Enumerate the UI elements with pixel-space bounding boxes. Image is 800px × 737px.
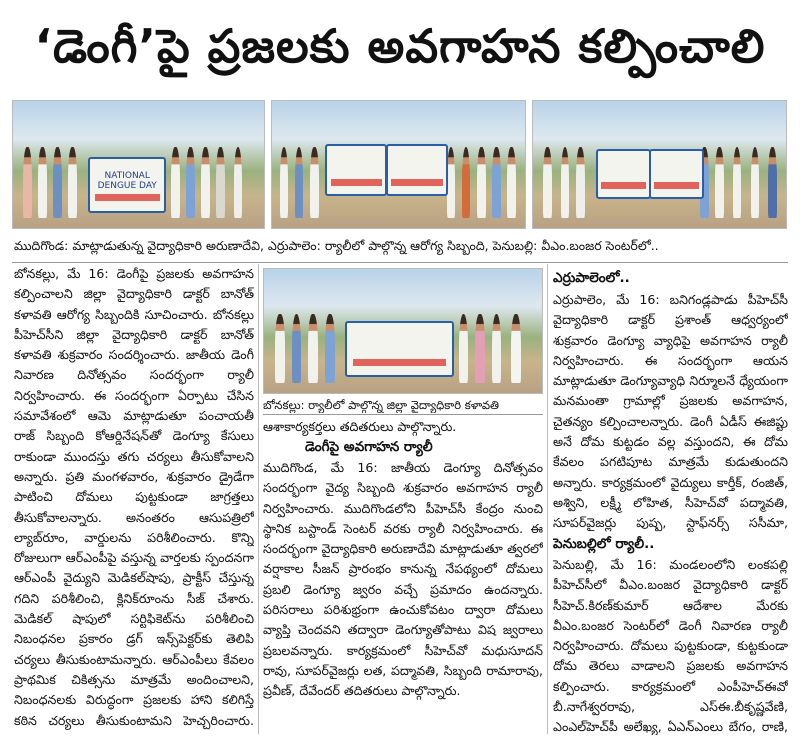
- right-column-penuballi: [553, 555, 788, 735]
- divider: [263, 414, 543, 415]
- right-subhead-penuballi: పెనుబల్లిలో ర్యాలీ..: [553, 536, 655, 552]
- photo-caption: ముదిగొండ: మాట్లాడుతున్న వైద్యాధికారి అరుణాదేవి, ఎర్రుపాలెం: ర్యాలీలో పాల్గొన్న ఆరోగ్య సిబ్బంది, పెనుబల్లి: వీఎం.బంజర సెంటర్‌లో..: [14, 238, 659, 253]
- right-column-errupalem: [553, 290, 788, 532]
- article-errupalem: ఎర్రుపాలెం, మే 16: బనిగండ్లపాడు పీహెచ్‌సీ వైద్యాధికారి డాక్టర్ ప్రశాంత్ ఆధ్వర్యంలో శుక్రవారం డెంగ్యూ వ్యాధిపై అవగాహన ర్యాలీ నిర్వహించారు. ఈ సందర్భంగా ఆయన మాట్లాడుతూ డెంగ్యూవ్యాధి నిర్మూలనే ధ్యేయంగా మనమంతా గ్రామాల్లో ప్రజలకు అవగాహన, చైతన్యం కల్పించాలన్నారు. డెంగీ ఏడీస్ ఈజిప్టు అనే దోమ కుట్టడం వల్ల వస్తుందని, ఈ దోమ కేవలం పగటిపూట మాత్రమే కుడుతుందని అన్నారు. కార్యక్రమంలో వైద్యులు కార్తీక్, రంజిత్, అశ్విని, లక్ష్మీ లోహిత, సీహెచ్‌వో పద్మావతి, సూపర్‌వైజర్లు పుష్ప, స్టాఫ్‌నర్స్ ససీమా,: [553, 292, 788, 531]
- photo-mudigonda: [12, 100, 265, 229]
- divider: [12, 262, 788, 263]
- middle-column-lead: ఆశాకార్యకర్తలు తదితరులు పాల్గొన్నారు.: [263, 419, 457, 434]
- photo-banner: [386, 144, 448, 196]
- middle-subhead: డెంగీపై అవగాహన ర్యాలీ: [305, 439, 433, 455]
- photo-bonakallu: [263, 268, 543, 394]
- photo-banner: [649, 149, 704, 199]
- middle-column: [263, 458, 543, 734]
- article-bonakallu: బోనకల్లు, మే 16: డెంగీపై ప్రజలకు అవగాహన కల్పించాలని జిల్లా వైద్యాధికారి డాక్టర్ బానోత్ కళావతి ఆరోగ్య సిబ్బందికి సూచించారు. బోనకల్లు పీహెచ్‌సీని జిల్లా వైద్యాధికారి డాక్టర్ బానోత్ కళావతి శుక్రవారం సందర్శించారు. జాతీయ డెంగీ నివారణ దినోత్సవం సందర్భంగా ర్యాలీ నిర్వహించారు. ఈ సందర్భంగా ఏర్పాటు చేసిన సమావేశంలో ఆమె మాట్లాడుతూ పంచాయతీ రాజ్ సిబ్బంది కోఆర్డినేషన్‌తో డెంగ్యూ కేసులు రాకుండా ముందస్తు తగు చర్యలు తీసుకోవాలని అన్నారు. ప్రతి మంగళవారం, శుక్రవారం డ్రైడేగా పాటించి దోమలు పుట్టకుండా జాగ్రత్తలు తీసుకోవాలన్నారు. అనంతరం ఆసుపత్రిలో ల్యాబ్‌రూం, వార్డులను పరిశీలించారు. కొన్ని రోజులుగా ఆర్ఎంపీపై వస్తున్న వార్తలకు స్పందనగా ఆర్ఎంపీ వైద్యుని మెడికల్‌షాపు, ప్రాక్టీస్ చేస్తున్న గదిని పరిశీలించి, క్లినిక్‌రూంను సీజ్ చేశారు. మెడికల్ షాపులో సర్టిఫికెట్‌ను పరిశీలించి నిబంధనల ప్రకారం డ్రగ్ ఇన్స్‌పెక్టర్‌కు తెలిపి చర్యలు తీసుకుంటామన్నారు. ఆర్ఎంపీలు కేవలం ప్రాథమిక చికిత్సను మాత్రమే అందించాలని, నిబంధనలకు విరుద్ధంగా ప్రజలకు హాని కలిగిస్తే కఠిన చర్యలు తీసుకుంటామని హెచ్చరించారు.: [14, 266, 254, 728]
- left-column: [14, 264, 254, 734]
- photo-errupalem: [271, 100, 526, 229]
- photo-penuballi: [532, 100, 787, 229]
- photo-banner: [345, 321, 455, 377]
- banner-text: NATIONAL DENGUE DAY: [97, 170, 157, 191]
- column-divider: [258, 264, 259, 734]
- right-subhead-errupalem: ఎర్రుపాలెంలో..: [553, 270, 630, 286]
- middle-photo-caption: బోనకల్లు: ర్యాలీలో పాల్గొన్న జిల్లా వైద్యాధికారి కళావతి: [263, 398, 500, 412]
- article-penuballi: పెనుబల్లి, మే 16: మండలంలోని లంకపల్లి పీహెచ్‌సీలో వీఎం.బంజర వైద్యాధికారి డాక్టర్ సీహెచ్.కిరణ్‌కుమార్ ఆదేశాల మేరకు వీఎం.బంజర సెంటర్‌లో డెంగీ నివారణ ర్యాలీ నిర్వహించారు. దోమలు పుట్టకుండా, కుట్టకుండా దోమ తెరలు వాడాలని ప్రజలకు అవగాహన కల్పించారు. కార్యక్రమంలో ఎంపీహెచ్ఈవో బీ.నాగేశ్వరరావు, ఎస్ఈ.బీకృష్ణవేణి, ఎంఎల్‌హెచ్‌పీ అలేఖ్య, ఏఎన్ఎంలు బేగం, రాణి,: [553, 557, 788, 735]
- headline: ‘డెంగీ’పై ప్రజలకు అవగాహన కల్పించాలి: [34, 19, 766, 73]
- photo-banner: [325, 144, 387, 196]
- article-mudigonda: ముదిగొండ, మే 16: జాతీయ డెంగ్యూ దినోత్సవం సందర్భంగా వైద్య సిబ్బంది శుక్రవారం అవగాహన ర్యాలీ నిర్వహించారు. ముదిగొండలోని పీహెచ్‌సీ కేంద్రం నుంచి స్థానిక బస్టాండ్ సెంటర్ వరకు ర్యాలీ నిర్వహించారు. ఈ సందర్భంగా వైద్యాధికారి అరుణాదేవి మాట్లాడుతూ త్వరలో వర్షాకాల సీజన్ ప్రారంభం కానున్న నేపథ్యంలో దోమలు ప్రబలి డెంగ్యూ జ్వరం వచ్చే ప్రమాదం ఉందన్నారు. పరిసరాలు పరిశుభ్రంగా ఉంచుకోవటం ద్వారా దోమలు వ్యాప్తి చెందవని తద్వారా డెంగ్యూతోపాటు విష జ్వరాలు ప్రబలవన్నారు. కార్యక్రమంలో సీహెచ్‌వో మధుసూదన్ రావు, సూపర్‌వైజర్లు లత, పద్మావతి, సిబ్బంది రామారావు, ప్రవీణ్, దేవేందర్ తదితరులు పాల్గొన్నారు.: [263, 460, 543, 699]
- photo-banner: [596, 149, 651, 199]
- column-divider: [547, 264, 548, 734]
- photo-banner: [88, 157, 166, 213]
